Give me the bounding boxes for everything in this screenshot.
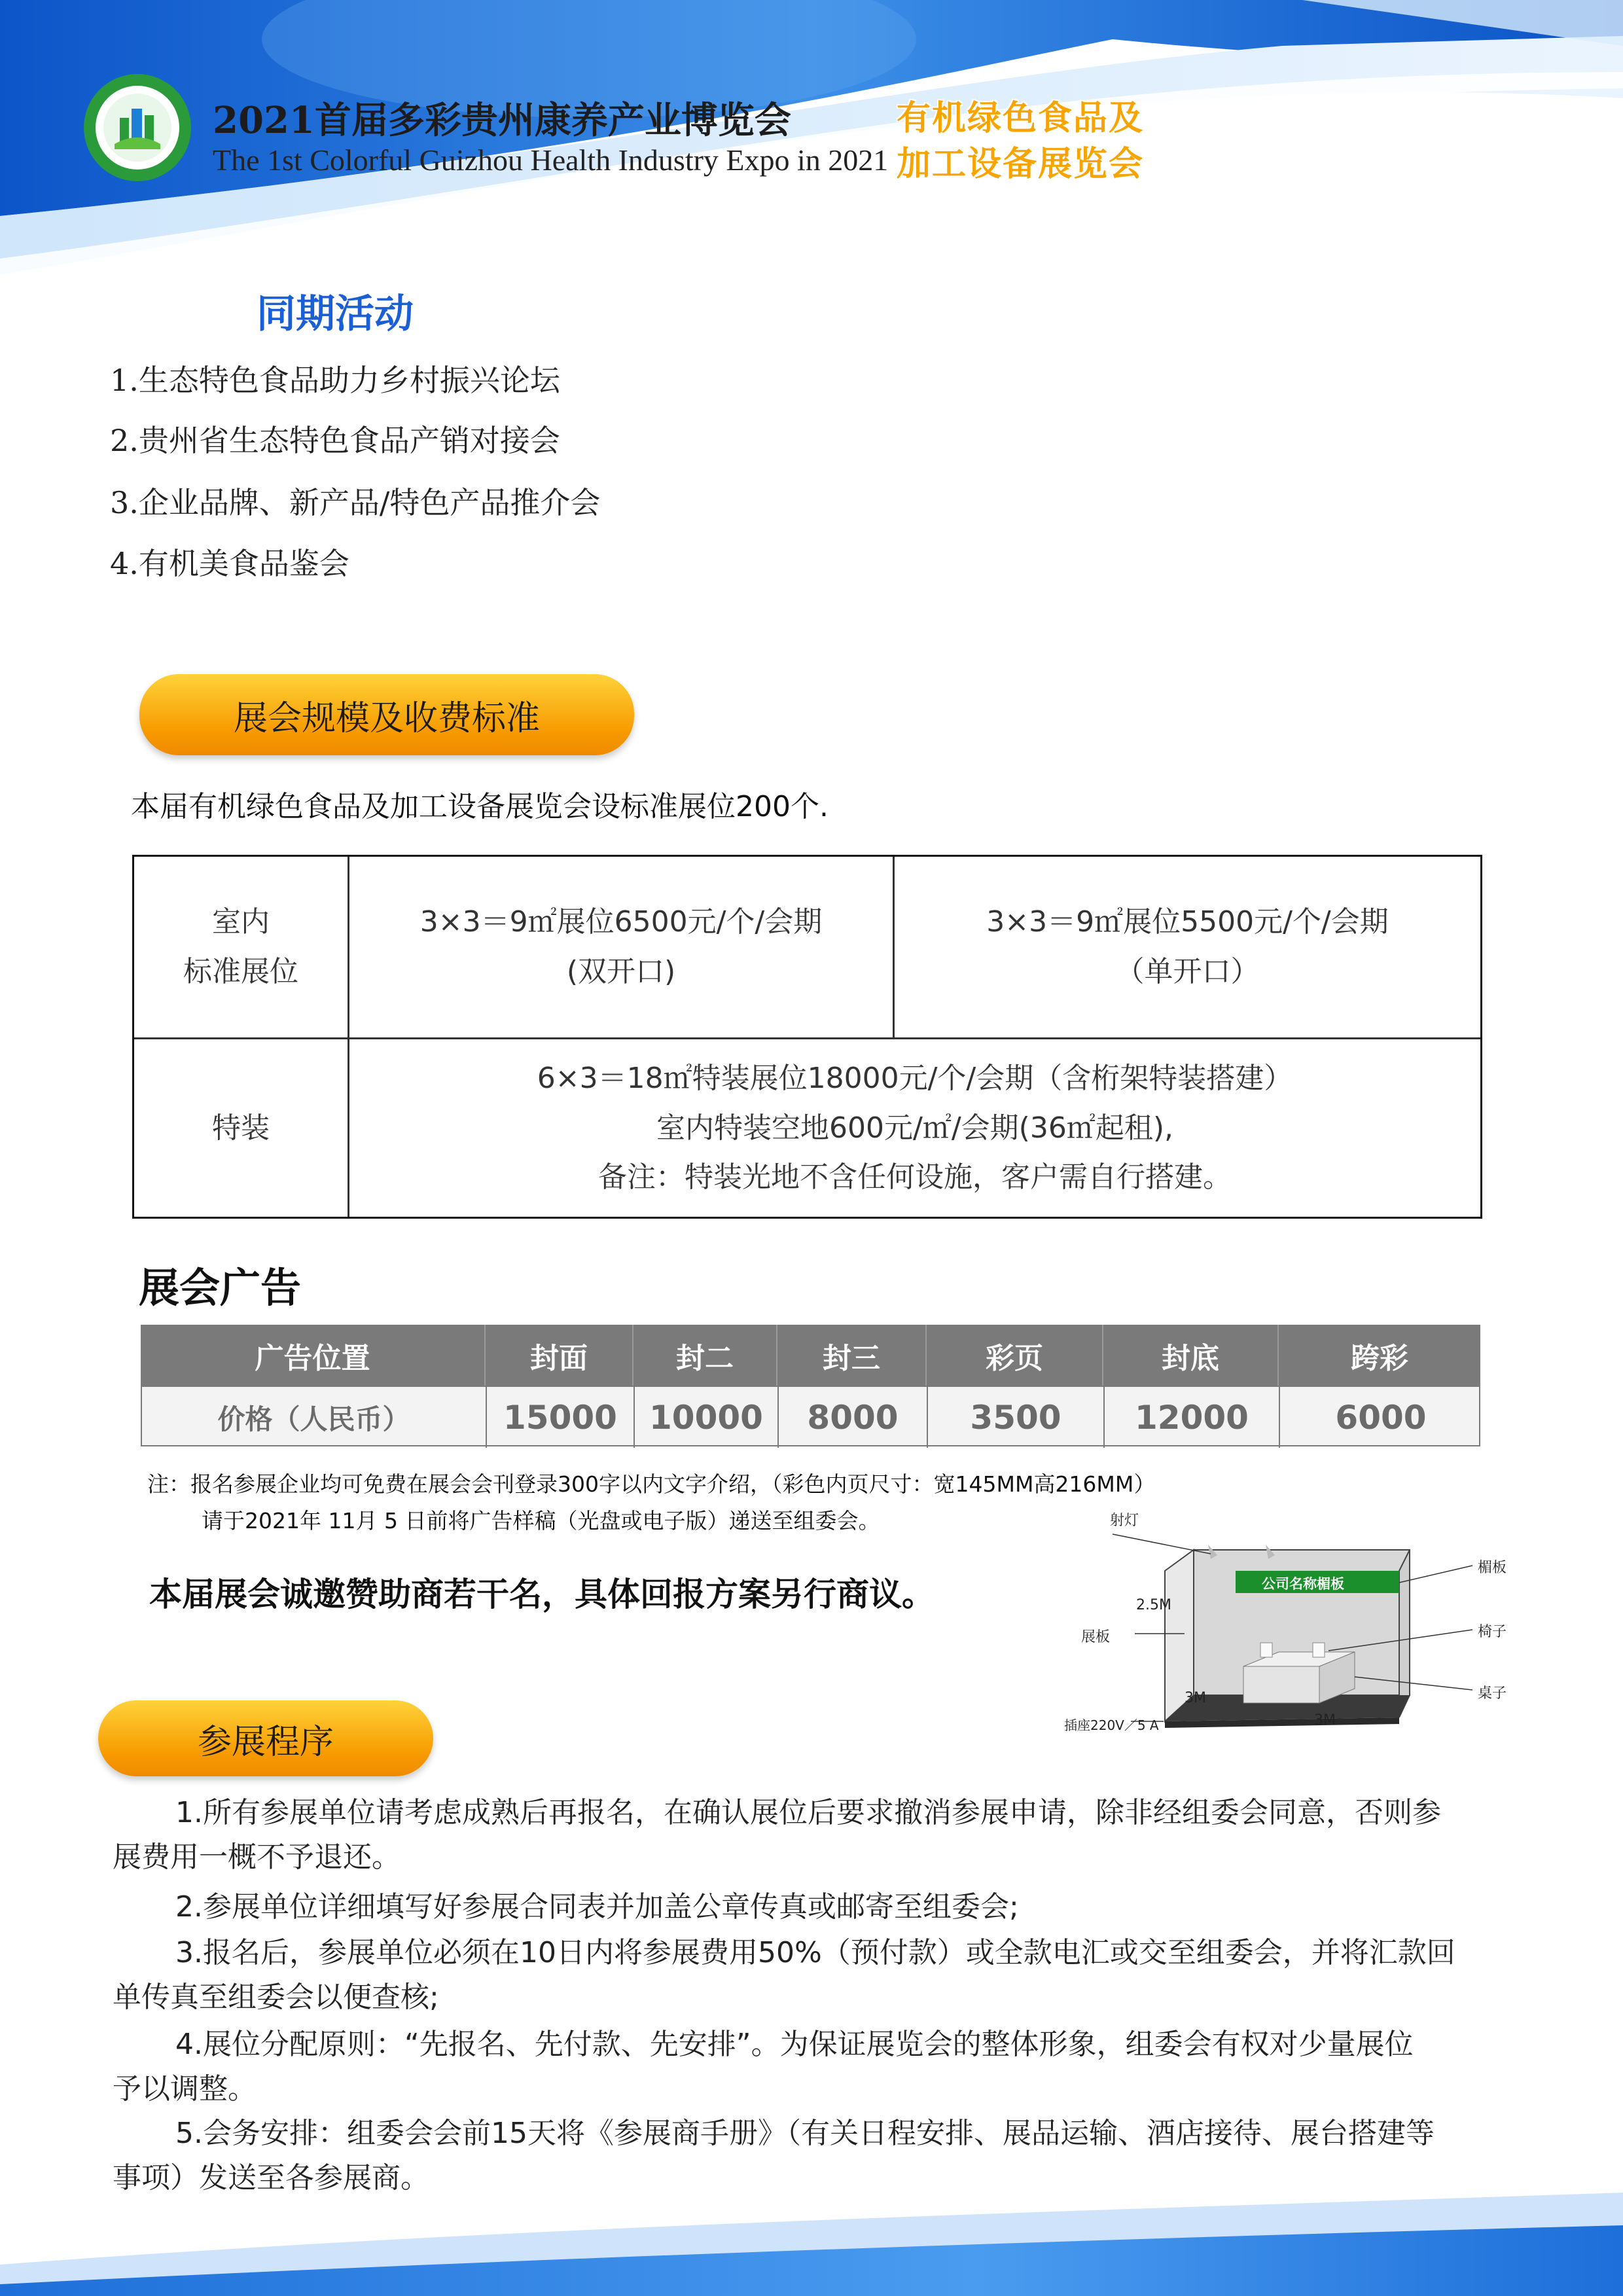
diagram-fascia-text: 公司名称楣板 [1262, 1576, 1344, 1592]
standard-booth-diagram [1054, 1499, 1512, 1748]
scale-intro-text: 本届有机绿色食品及加工设备展览会设标准展位200个. [131, 790, 829, 823]
sub-expo-title-line2: 加工设备展览会 [897, 145, 1145, 184]
procedure-3-line2: 单传真至组委会以便查核; [113, 1981, 439, 2014]
ad-price-cell: 8000 [807, 1398, 899, 1437]
procedure-item-3 [113, 1931, 1507, 2020]
special-booth-details [349, 1039, 1480, 1217]
booth-price-table [132, 855, 1482, 1219]
ad-header-cell: 封面 [530, 1341, 588, 1375]
procedure-4-line1: 4.展位分配原则：“先报名、先付款、先安排”。为保证展览会的整体形象，组委会有权对少量展位 [175, 2028, 1414, 2061]
procedure-label: 参展程序 [197, 1722, 334, 1762]
raw-space-remark: 备注：特装光地不含任何设施，客户需自行搭建。 [598, 1160, 1232, 1194]
expo-title-english: The 1st Colorful Guizhou Health Industry Expo in 2021 [213, 143, 889, 177]
ad-price-cell: 3500 [970, 1398, 1061, 1437]
procedure-heading [98, 1700, 433, 1776]
scale-fees-label: 展会规模及收费标准 [233, 698, 540, 738]
ad-header-cell: 封二 [676, 1341, 734, 1375]
procedure-5-line1: 5.会务安排：组委会会前15天将《参展商手册》（有关日程安排、展品运输、酒店接待、展台搭建等 [175, 2117, 1435, 2150]
ad-price-cell: 6000 [1335, 1398, 1427, 1437]
activity-item: 3.企业品牌、新产品/特色产品推介会 [110, 485, 601, 520]
scale-fees-heading [139, 674, 634, 755]
ad-header-cell: 封三 [823, 1341, 880, 1375]
procedure-1-line1: 1.所有参展单位请考虑成熟后再报名，在确认展位后要求撤消参展申请，除非经组委会同意，否则参 [175, 1796, 1441, 1829]
diagram-label-fascia: 楣板 [1478, 1560, 1507, 1576]
sponsor-invitation: 本届展会诚邀赞助商若干名，具体回报方案另行商议。 [149, 1575, 935, 1613]
diagram-label-height: 2.5M [1136, 1597, 1171, 1613]
ad-header-cell: 彩页 [986, 1341, 1043, 1375]
ad-price-row [141, 1386, 1480, 1446]
footer-background [0, 2186, 1623, 2296]
diagram-label-panel: 展板 [1081, 1629, 1111, 1645]
diagram-label-chair: 椅子 [1478, 1624, 1507, 1640]
single-open-booth-price [895, 857, 1480, 1037]
diagram-label-spotlight: 射灯 [1110, 1513, 1139, 1529]
ad-header-row [141, 1325, 1480, 1386]
special-booth-label [134, 1039, 348, 1217]
double-open-note: (双开口) [566, 955, 676, 988]
diagram-label-table: 桌子 [1478, 1685, 1507, 1702]
ad-price-cell: 价格（人民币） [217, 1403, 410, 1435]
procedure-1-line2: 展费用一概不予退还。 [113, 1840, 401, 1874]
standard-booth-label-line1: 室内 [212, 905, 270, 939]
activity-item: 4.有机美食品鉴会 [110, 546, 349, 581]
sub-expo-title-line1: 有机绿色食品及 [897, 99, 1145, 138]
activity-item: 1.生态特色食品助力乡村振兴论坛 [110, 363, 560, 398]
special-booth-label-text: 特装 [212, 1111, 270, 1145]
ad-header-cell: 跨彩 [1351, 1341, 1408, 1375]
ad-price-cell: 15000 [503, 1398, 617, 1437]
diagram-label-socket: 插座220V／5 A [1064, 1717, 1159, 1733]
single-open-note: （单开口） [1115, 955, 1260, 988]
procedure-5-line2: 事项）发送至各参展商。 [113, 2161, 429, 2195]
ad-note-line1: 注：报名参展企业均可免费在展会会刊登录300字以内文字介绍，（彩色内页尺寸：宽145MM高216MM） [147, 1471, 1156, 1497]
concurrent-activities-heading: 同期活动 [257, 291, 414, 337]
double-open-booth-price [349, 857, 893, 1037]
advertising-heading: 展会广告 [139, 1264, 302, 1312]
procedure-item-1 [113, 1791, 1507, 1880]
ad-header-cell: 封底 [1162, 1341, 1219, 1375]
ad-header-cell: 广告位置 [255, 1341, 370, 1375]
ad-price-cell: 12000 [1135, 1398, 1249, 1437]
expo-logo [82, 72, 193, 183]
activity-item: 2.贵州省生态特色食品产销对接会 [110, 423, 560, 458]
special-booth-price: 6×3＝18㎡特装展位18000元/个/会期（含桁架特装搭建） [537, 1061, 1293, 1095]
ad-price-cell: 10000 [649, 1398, 763, 1437]
ad-note-line2: 请于2021年 11月 5 日前将广告样稿（光盘或电子版）递送至组委会。 [202, 1508, 880, 1534]
diagram-label-depth: 3M [1185, 1690, 1206, 1706]
diagram-label-width: 3M [1314, 1712, 1336, 1729]
raw-space-price: 室内特装空地600元/㎡/会期(36㎡起租), [656, 1111, 1173, 1145]
double-open-price-line: 3×3＝9㎡展位6500元/个/会期 [419, 905, 823, 939]
single-open-price-line: 3×3＝9㎡展位5500元/个/会期 [986, 905, 1389, 939]
standard-booth-label [134, 857, 348, 1037]
procedure-2-text: 2.参展单位详细填写好参展合同表并加盖公章传真或邮寄至组委会; [175, 1890, 1019, 1924]
expo-title-chinese: 2021首届多彩贵州康养产业博览会 [213, 99, 791, 142]
procedure-3-line1: 3.报名后，参展单位必须在10日内将参展费用50%（预付款）或全款电汇或交至组委会，并将汇款回 [175, 1936, 1455, 1969]
advertising-price-table [141, 1325, 1480, 1446]
procedure-item-2 [113, 1885, 1507, 1929]
procedure-4-line2: 予以调整。 [113, 2072, 257, 2106]
standard-booth-label-line2: 标准展位 [183, 955, 298, 988]
procedure-item-4 [113, 2022, 1507, 2111]
